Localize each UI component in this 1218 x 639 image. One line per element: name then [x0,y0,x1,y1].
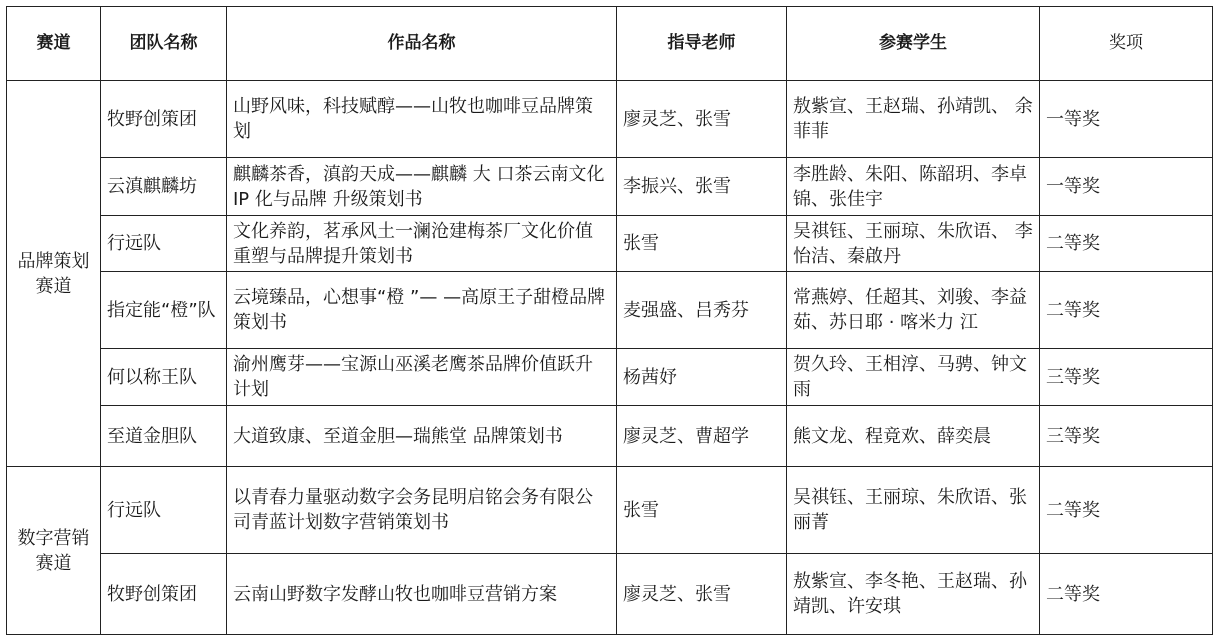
award-cell: 三等奖 [1040,349,1213,406]
advisor-cell: 麦强盛、吕秀芬 [617,272,787,349]
header-track: 赛道 [7,7,101,81]
table-row [7,349,1213,406]
students-cell: 敖紫宣、李冬艳、王赵瑞、孙靖凯、许安琪 [787,554,1040,635]
award-cell: 二等奖 [1040,272,1213,349]
header-students: 参赛学生 [787,7,1040,81]
work-cell: 文化养韵，茗承风土一澜沧建梅茶厂文化价值重塑与品牌提升策划书 [227,216,617,272]
advisor-cell: 杨茜妤 [617,349,787,406]
header-award: 奖项 [1040,7,1213,81]
advisor-cell: 廖灵芝、曹超学 [617,406,787,467]
team-cell: 至道金胆队 [101,406,227,467]
work-cell: 渝州鹰芽——宝源山巫溪老鹰茶品牌价值跃升计划 [227,349,617,406]
advisor-cell: 廖灵芝、张雪 [617,81,787,158]
track-cell-brand: 品牌策划赛道 [7,81,101,467]
header-team: 团队名称 [101,7,227,81]
award-cell: 二等奖 [1040,467,1213,554]
team-cell: 行远队 [101,467,227,554]
table-row [7,406,1213,467]
work-cell: 大道致康、至道金胆—瑞熊堂 品牌策划书 [227,406,617,467]
table-row [7,554,1213,635]
table-row [7,272,1213,349]
header-row [7,7,1213,81]
table-row [7,158,1213,216]
students-cell: 贺久玲、王相淳、马骋、钟文雨 [787,349,1040,406]
students-cell: 李胜龄、朱阳、陈韶玥、李卓锦、张佳宇 [787,158,1040,216]
header-advisor: 指导老师 [617,7,787,81]
team-cell: 行远队 [101,216,227,272]
work-cell: 麒麟茶香，滇韵天成——麒麟 大 口茶云南文化 IP 化与品牌 升级策划书 [227,158,617,216]
team-cell: 牧野创策团 [101,81,227,158]
award-cell: 一等奖 [1040,81,1213,158]
students-cell: 吴祺钰、王丽琼、朱欣语、 李怡洁、秦啟丹 [787,216,1040,272]
table-row [7,467,1213,554]
work-cell: 云南山野数字发酵山牧也咖啡豆营销方案 [227,554,617,635]
students-cell: 吴祺钰、王丽琼、朱欣语、张丽菁 [787,467,1040,554]
team-cell: 牧野创策团 [101,554,227,635]
awards-table [6,6,1213,635]
award-cell: 二等奖 [1040,554,1213,635]
track-cell-digital: 数字营销赛道 [7,467,101,635]
work-cell: 山野风味，科技赋醇——山牧也咖啡豆品牌策划 [227,81,617,158]
team-cell: 何以称王队 [101,349,227,406]
students-cell: 常燕婷、任超其、刘骏、李益茹、苏日耶 · 喀米力 江 [787,272,1040,349]
table-row [7,81,1213,158]
work-cell: 云境臻品，心想事“橙 ”— —高原王子甜橙品牌策划书 [227,272,617,349]
advisor-cell: 张雪 [617,216,787,272]
team-cell: 云滇麒麟坊 [101,158,227,216]
award-cell: 二等奖 [1040,216,1213,272]
award-cell: 一等奖 [1040,158,1213,216]
students-cell: 敖紫宣、王赵瑞、孙靖凯、 余菲菲 [787,81,1040,158]
award-cell: 三等奖 [1040,406,1213,467]
table-row [7,216,1213,272]
advisor-cell: 李振兴、张雪 [617,158,787,216]
advisor-cell: 廖灵芝、张雪 [617,554,787,635]
header-work: 作品名称 [227,7,617,81]
students-cell: 熊文龙、程竟欢、薛奕晨 [787,406,1040,467]
advisor-cell: 张雪 [617,467,787,554]
work-cell: 以青春力量驱动数字会务昆明启铭会务有限公司青蓝计划数字营销策划书 [227,467,617,554]
team-cell: 指定能“橙”队 [101,272,227,349]
